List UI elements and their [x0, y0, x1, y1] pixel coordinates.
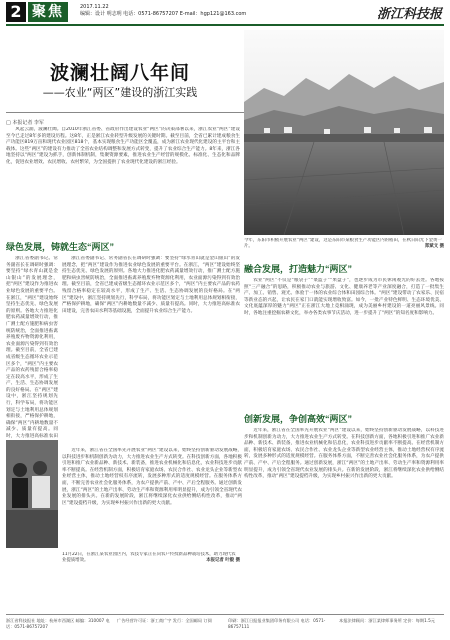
main-caption-text: 今年，东阳市积极开展农业“两区”建设，这是东阳市某粮食生产功能区内的稻田，在秋日阳光下金黄一片。 — [244, 238, 442, 249]
main-photo-credit: 郑斌文 摄 — [424, 243, 444, 249]
section-heading-green: 绿色发展，铸就生态“两区” — [6, 242, 115, 252]
section-1-paragraph: 浙江省委副书记、常务副省长在调研时强调：要坚持“绿水青山就是金山银山”的发展理念，把“两区”建设作为推进农业绿色发展的重要平台。在浙江，“两区”建设始终坚持生态优先、绿色发展的原则。各地大力推进化肥农药减量增效行动，推广测土配方施肥和病虫害统防统治，全面推进畜禽养殖废弃物资源化利用，农业面源污染得到有效治理。截至目前，全省已建成省级生态循环农业示范区多个，“两区”内主要农产品的农药残留合格率稳定在较高水平，形成了生产、生活、生态协调发展的良好格局。在“两区”建设中，浙江坚持规划先行，科学布局，将功能区划定与土地利用总体规划相衔接，严格保护耕地，确保“两区”内耕地数量不减少、质量有提高。同时，大力推进高标准农田 — [6, 256, 58, 440]
people-photo-caption — [62, 552, 240, 576]
section-3-text — [244, 428, 444, 608]
section-label: 聚焦 — [28, 2, 68, 22]
section-2-text — [244, 278, 444, 408]
footer-rule — [6, 614, 444, 615]
main-photo-caption — [244, 238, 444, 256]
footer — [6, 618, 444, 629]
byline: □ 本报记者 李军 — [6, 120, 44, 126]
people-photo-credit: 本报记者 叶毅 摄 — [206, 557, 240, 563]
page-number: 2 — [6, 2, 26, 22]
main-photo — [244, 30, 444, 235]
landscape-photo — [244, 30, 444, 235]
section-3-paragraph: 近年来，浙江省在全国率先开展农业“两区”建设以来，始终坚持创新驱动发展战略，以科技进步和机制创新为动力，大力推进农业生产方式转变。在科技创新方面，各地积极引进和推广农业新品种、新技术、新装备，推进农业机械化和信息化，农业科技进步贡献率不断提高。在经营机制方面，积极培育家庭农场、农民合作社、农业龙头企业等新型农业经营主体，推动土地经营权有序流转，发展多种形式的适度规模经营。在服务体系方面，不断完善农业社会化服务体系，为农户提供产前、产中、产后全程服务。通过创新发展，浙江“两区”的土地产出率、劳动生产率和资源利用率明显提升，成为引领全省现代农业发展的排头兵。在新的发展阶段，浙江将继续深化农业供给侧结构性改革，推动“两区”建设提档升级，为实现乡村振兴作出新的更大贡献。 — [244, 428, 444, 480]
people-photo-image — [6, 440, 58, 548]
section-heading-innovation: 创新发展，争创高效“两区” — [244, 414, 353, 424]
section-3-left-paragraph: 近年来，浙江省在全国率先开展农业“两区”建设以来，始终坚持创新驱动发展战略，以科技进步和机制创新为动力，大力推进农业生产方式转变。在科技创新方面，各地积极引进和推广农业新品种、新技术、新装备，推进农业机械化和信息化，农业科技进步贡献率不断提高。在经营机制方面，积极培育家庭农场、农民合作社、农业龙头企业等新型农业经营主体，推动土地经营权有序流转，发展多种形式的适度规模经营。在服务体系方面，不断完善农业社会化服务体系，为农户提供产前、产中、产后全程服务。通过创新发展，浙江“两区”的土地产出率、劳动生产率和资源利用率明显提升，成为引领全省现代农业发展的排头兵。在新的发展阶段，浙江将继续深化农业供给侧结构性改革，推动“两区”建设提档升级，为实现乡村振兴作出新的更大贡献。 — [62, 448, 242, 506]
footer-col-1: 浙江省科技报社 地址：杭州市西湖区 邮编：310007 电话：0571-86757207 — [6, 618, 110, 629]
section-heading-fusion: 融合发展，打造魅力“两区” — [244, 264, 353, 274]
page-title: 波澜壮阔八年间 — [49, 62, 190, 84]
footer-col-2: 广告经营许可证：浙工商广字 发行：全国邮局 订阅 — [117, 618, 212, 623]
intro-paragraph: 风起云涌，波澜壮阔。自2010年浙江省委、省政府作出建设农业“两区”的决策部署以来，浙江农业“两区”建设至今已走过8年多的建设历程。这8年，正是浙江农业转型升级发展的关键时期。截至目前，全省已累计建成粮食生产功能区819万亩和现代农业园区818个，基本实现粮食生产功能区全覆盖，成为浙江农业现代化建设的主平台和主载体。这些“两区”的建设有力推动了全省农业结构调整和发展方式转变，提升了农业综合生产能力。8年来，浙江各地坚持以“两区”建设为抓手，创新体制机制，集聚资源要素，推进农业生产经营的规模化、标准化、生态化和品牌化，促进农业增效、农民增收、农村繁荣，为全国提供了农业现代化建设的浙江经验。 — [6, 127, 240, 165]
section-3-left-text — [62, 448, 242, 548]
header-contact: 编辑：设计 明志明 电话：0571-86757207 E-mail：hgp121@163.com — [80, 11, 247, 17]
page-subtitle: ——农业“两区”建设的浙江实践 — [42, 86, 198, 99]
people-caption-text: 11月22日，在浙江某农业园区内，农技专家正在向农户传授新品种栽培技术，助力现代农业提质增效。 — [62, 552, 236, 563]
footer-col-4: 本报法律顾问：浙江某律师事务所 定价：每期1.5元 — [339, 618, 435, 623]
header-meta — [80, 4, 246, 18]
title-divider — [6, 112, 246, 113]
header-rule — [6, 24, 444, 26]
masthead-logo: 浙江科技报 — [376, 7, 442, 22]
header-date: 2017.11.22 — [80, 4, 109, 10]
section-1-continued — [62, 256, 240, 444]
people-photo — [6, 440, 58, 548]
footer-col-3: 印刷：浙江日报报业集团印务有限公司 电话：0571-86757111 — [228, 618, 326, 629]
section-1-continued-paragraph: 浙江省委副书记、常务副省长在调研时强调：要坚持“绿水青山就是金山银山”的发展理念，把“两区”建设作为推进农业绿色发展的重要平台。在浙江，“两区”建设始终坚持生态优先、绿色发展的原则。各地大力推进化肥农药减量增效行动，推广测土配方施肥和病虫害统防统治，全面推进畜禽养殖废弃物资源化利用，农业面源污染得到有效治理。截至目前，全省已建成省级生态循环农业示范区多个，“两区”内主要农产品的农药残留合格率稳定在较高水平，形成了生产、生活、生态协调发展的良好格局。在“两区”建设中，浙江坚持规划先行，科学布局，将功能区划定与土地利用总体规划相衔接，严格保护耕地，确保“两区”内耕地数量不减少、质量有提高。同时，大力推进高标准农田建设，完善农田水利等基础设施，全面提升农业综合生产能力。 — [62, 256, 240, 314]
intro-text — [6, 127, 240, 232]
section-2-paragraph: 农业“两区”不仅是“粮袋子”“菜篮子”“果盘子”，也逐步成为市民休闲观光的好去处。各地按照“三产融合”的思路，积极推动农业与旅游、文化、健康养老等产业深度融合，打造了一批集生产、加工、销售、观光、体验于一体的农业综合体和田园综合体。“两区”建设带动了农家乐、民宿等新业态的兴起，让农民在家门口就能实现增收致富。如今，一批产业特色鲜明、生态环境优美、文化底蕴深厚的魅力“两区”正在浙江大地上竞相涌现，成为美丽乡村建设的一道亮丽风景线。同时，各地注重挖掘农耕文化，举办各类农事节庆活动，进一步提升了“两区”的知名度和影响力。 — [244, 278, 444, 316]
